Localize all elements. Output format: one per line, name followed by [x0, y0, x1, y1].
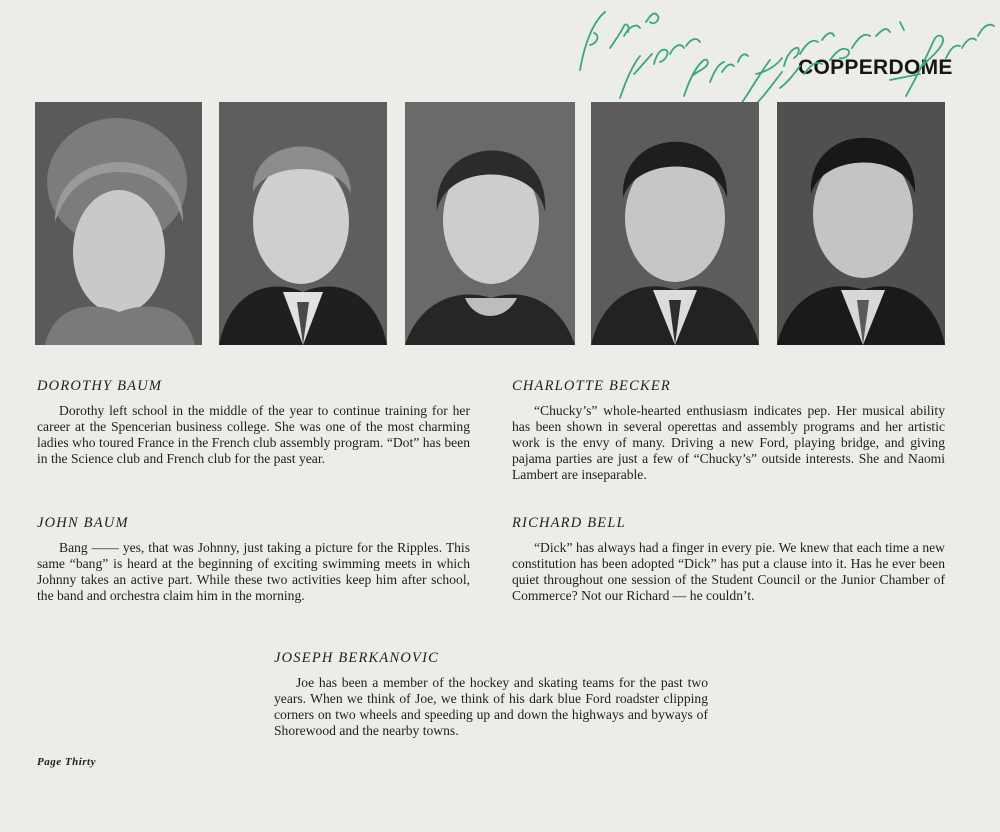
- student-bio: Bang —— yes, that was Johnny, just taking a picture for the Ripples. This same “bang” is heard at the beginning of exciting swimming meets in which Johnny takes an active part. While these two activities keep him after school, the band and orchestra claim him in the morning.: [37, 540, 470, 603]
- page-number: Page Thirty: [37, 756, 96, 768]
- student-bio: “Dick” has always had a finger in every pie. We knew that each time a new constitution has been adopted “Dick” has put a clause into it. Has he ever been quiet throughout one session of the Student Council or the Junior Chamber of Commerce? Not our Richard — he couldn’t.: [512, 540, 945, 603]
- portrait-photo-john-baum: [219, 102, 387, 345]
- student-bio: Joe has been a member of the hockey and skating teams for the past two years. When we think of Joe, we think of his dark blue Ford roadster clipping corners on two wheels and speeding up and down the highways and byways of Shorewood and the nearby towns.: [274, 675, 708, 738]
- bio-richard-bell: [512, 515, 945, 604]
- student-bio: “Chucky’s” whole-hearted enthusiasm indicates pep. Her musical ability has been shown in several operettas and assembly programs and her artistic work is the envy of many. Driving a new Ford, playing bridge, and giving pajama parties are just a few of “Chucky’s” outside interests. She and Naomi Lambert are inseparable.: [512, 403, 945, 482]
- student-name: JOHN BAUM: [37, 515, 129, 531]
- portrait-photo-charlotte-becker: [405, 102, 575, 345]
- bio-charlotte-becker: [512, 378, 945, 483]
- student-name: RICHARD BELL: [512, 515, 626, 531]
- bio-john-baum: [37, 515, 470, 604]
- student-name: JOSEPH BERKANOVIC: [274, 650, 439, 666]
- student-name: CHARLOTTE BECKER: [512, 378, 671, 394]
- student-name: DOROTHY BAUM: [37, 378, 163, 394]
- bio-joseph-berkanovic: [274, 650, 708, 739]
- portrait-photo-dorothy-baum: [35, 102, 202, 345]
- student-bio: Dorothy left school in the middle of the year to continue training for her career at the Spencerian business college. She was one of the most charming ladies who toured France in the French club assembly program. “Dot” has been in the Science club and French club for the past year.: [37, 403, 470, 466]
- bio-dorothy-baum: [37, 378, 470, 467]
- portrait-photo-richard-bell: [591, 102, 759, 345]
- yearbook-title: COPPERDOME: [798, 56, 953, 79]
- portrait-photo-joseph-berkanovic: [777, 102, 945, 345]
